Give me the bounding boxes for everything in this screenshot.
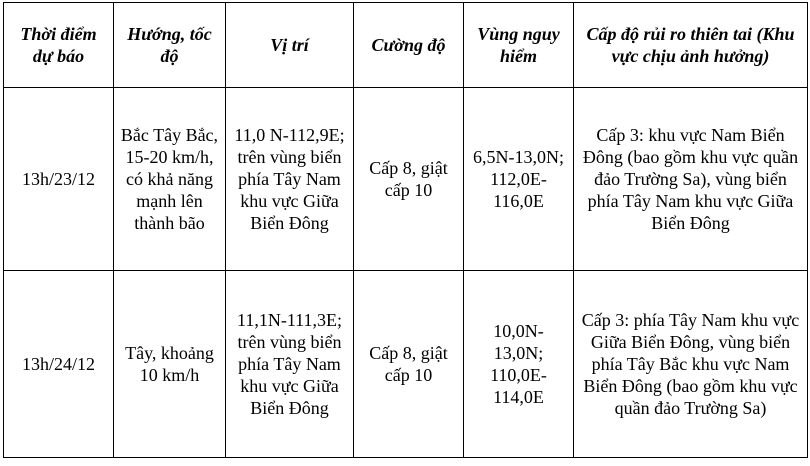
cell-intensity: Cấp 8, giật cấp 10 [354,271,464,458]
cell-position: 11,0 N-112,9E; trên vùng biển phía Tây Nam khu vực Giữa Biển Đông [226,88,354,271]
cell-position: 11,1N-111,3E; trên vùng biển phía Tây Nam khu vực Giữa Biển Đông [226,271,354,458]
storm-forecast-table [3,2,808,458]
cell-risk-level: Cấp 3: phía Tây Nam khu vực Giữa Biển Đông, vùng biển phía Tây Bắc khu vực Nam Biển Đông (bao gồm khu vực quần đảo Trường Sa) [574,271,808,458]
cell-direction-speed: Tây, khoảng 10 km/h [114,271,226,458]
cell-danger-zone: 10,0N-13,0N; 110,0E-114,0E [464,271,574,458]
cell-danger-zone: 6,5N-13,0N; 112,0E-116,0E [464,88,574,271]
cell-intensity: Cấp 8, giật cấp 10 [354,88,464,271]
header-position: Vị trí [226,3,354,88]
cell-forecast-time: 13h/23/12 [4,88,114,271]
cell-forecast-time: 13h/24/12 [4,271,114,458]
table-row [4,88,808,271]
header-risk-level: Cấp độ rủi ro thiên tai (Khu vực chịu ảnh hưởng) [574,3,808,88]
cropped-footer-text [190,459,730,466]
cell-risk-level: Cấp 3: khu vực Nam Biển Đông (bao gồm khu vực quần đảo Trường Sa), vùng biển phía Tây Nam khu vực Giữa Biển Đông [574,88,808,271]
table-header-row [4,3,808,88]
table-row [4,271,808,458]
cell-direction-speed: Bắc Tây Bắc, 15-20 km/h, có khả năng mạnh lên thành bão [114,88,226,271]
header-direction-speed: Hướng, tốc độ [114,3,226,88]
header-forecast-time: Thời điểm dự báo [4,3,114,88]
header-danger-zone: Vùng nguy hiểm [464,3,574,88]
header-intensity: Cường độ [354,3,464,88]
